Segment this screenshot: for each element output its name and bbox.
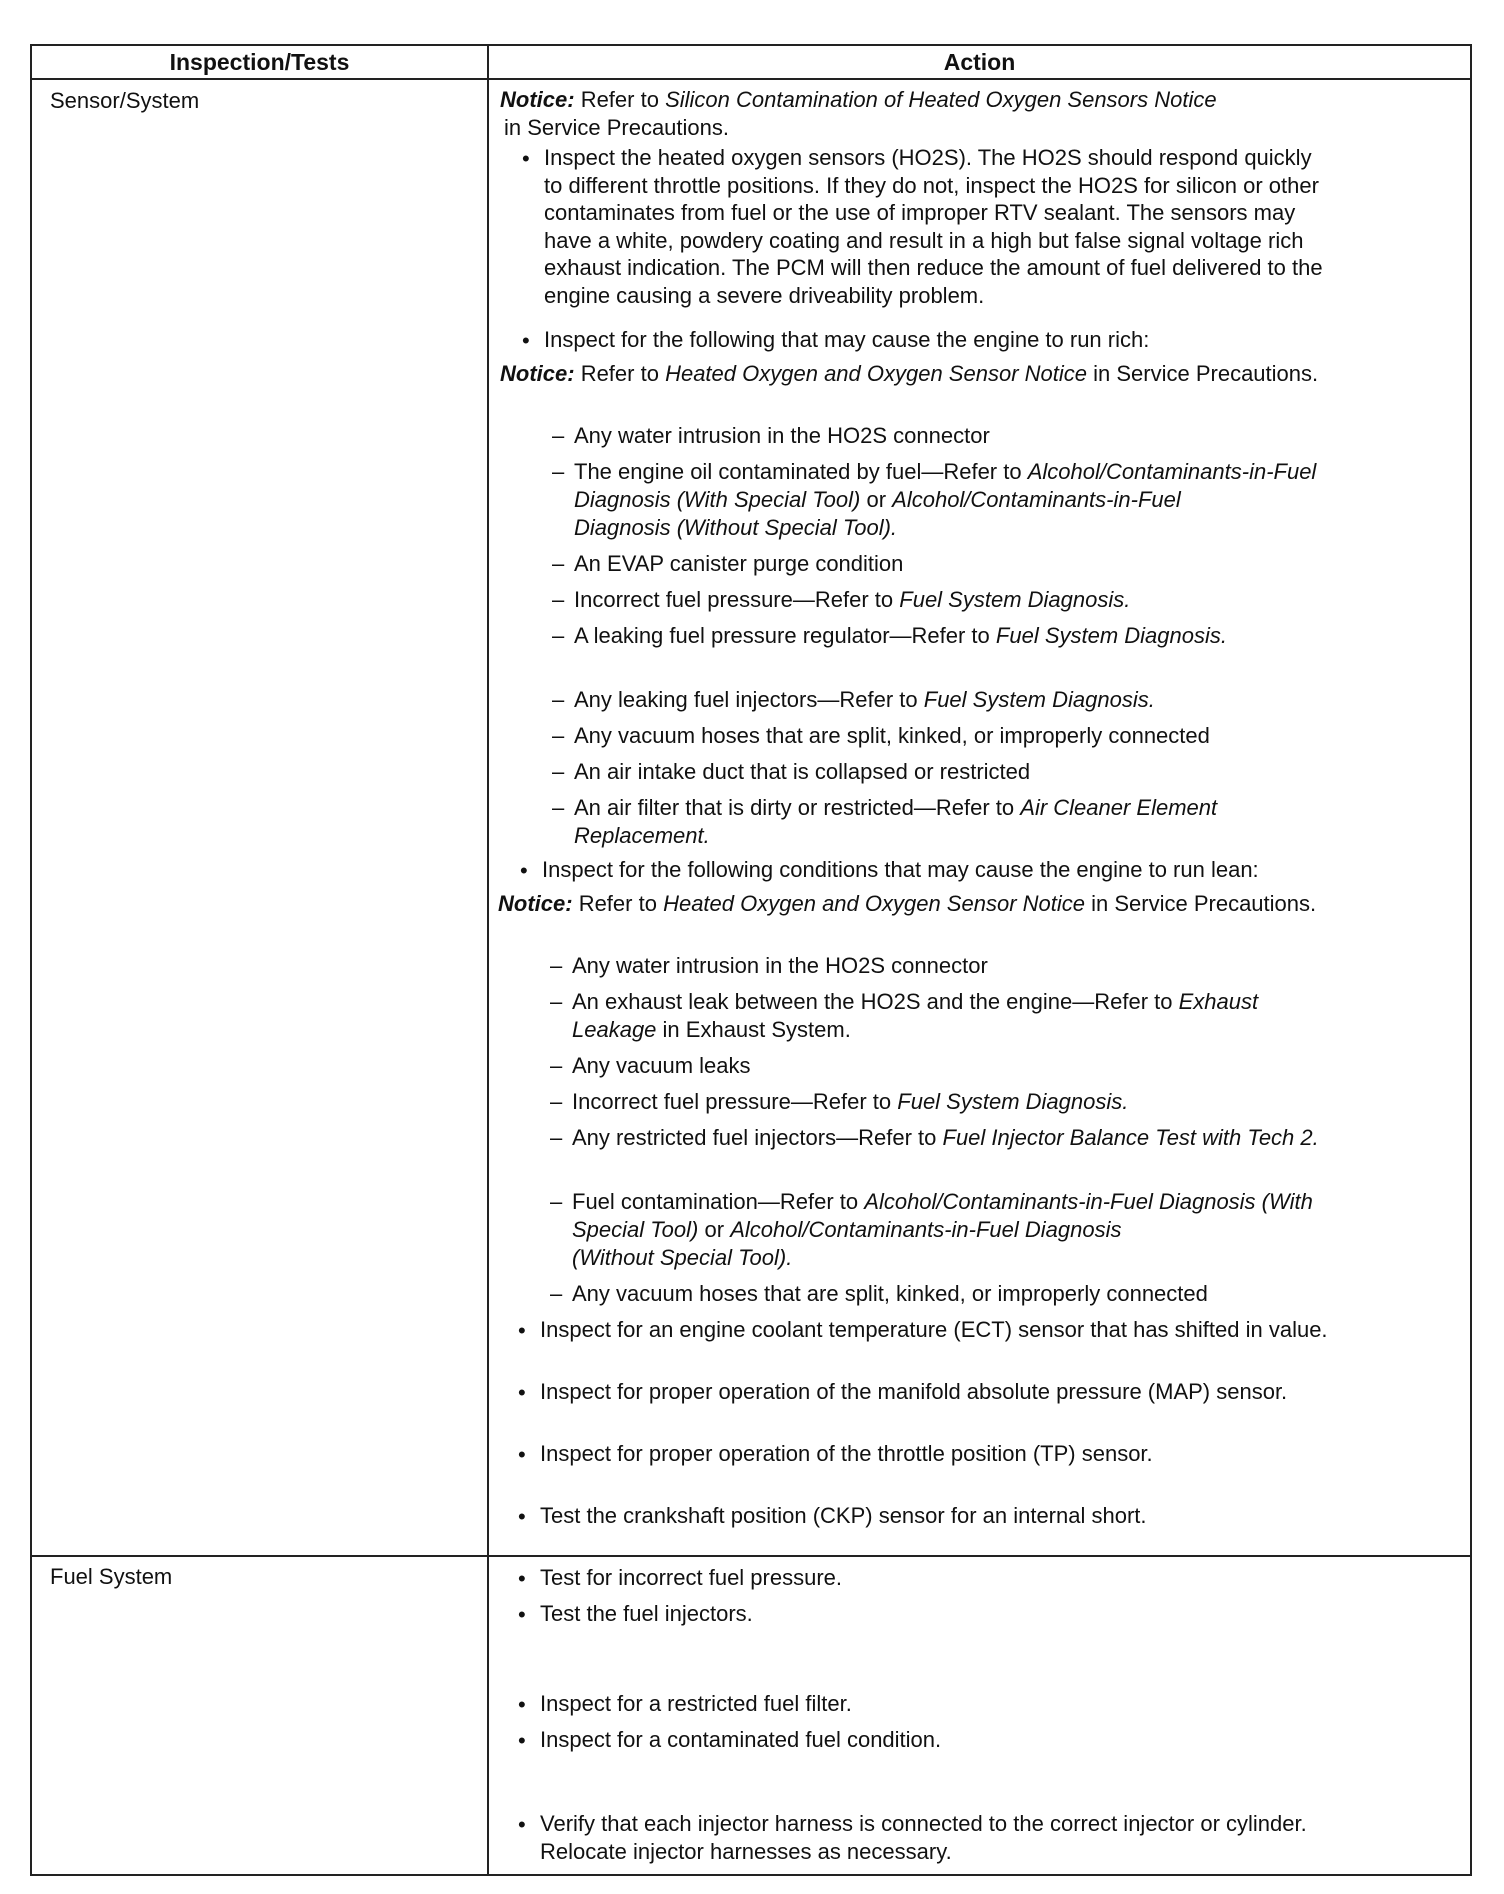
sensor-bullet-ect: Inspect for an engine coolant temperature (ECT) sensor that has shifted in value. [540, 1317, 1328, 1342]
dash-icon: – [552, 423, 565, 448]
notice-text: Refer to [578, 891, 657, 916]
header-action: Action [943, 49, 1016, 75]
rich-item-regulator [574, 622, 1227, 650]
lean-item-fuel-contamination [572, 1188, 1313, 1216]
item-reference: Alcohol/Contaminants-in-Fuel [892, 487, 1181, 512]
text-line: to different throttle positions. If they do not, inspect the HO2S for silicon or other [544, 172, 1319, 198]
dash-icon: – [550, 1189, 563, 1214]
item-reference: Fuel System Diagnosis. [923, 687, 1155, 712]
item-reference: Fuel System Diagnosis. [899, 587, 1131, 612]
item-text: or [866, 487, 887, 512]
fuel-bullet-harness: Verify that each injector harness is connected to the correct injector or cylinder. [540, 1811, 1307, 1836]
item-text: Any leaking fuel injectors—Refer to [574, 687, 918, 712]
lean-intro: Inspect for the following conditions that may cause the engine to run lean: [542, 857, 1259, 882]
rich-item-fuel-pressure [574, 586, 1130, 614]
lean-item-fuel-contamination-line2 [572, 1216, 1121, 1244]
item-text: An air filter that is dirty or restricted—Refer to [574, 795, 1015, 820]
bullet-icon: • [518, 1812, 526, 1837]
lean-item-exhaust [572, 988, 1258, 1016]
dash-icon: – [550, 989, 563, 1014]
dash-icon: – [550, 1125, 563, 1150]
item-reference: Exhaust [1178, 989, 1259, 1014]
section-label-fuel-system: Fuel System [50, 1564, 173, 1589]
rich-item-vacuum-hoses: Any vacuum hoses that are split, kinked, or improperly connected [574, 723, 1210, 748]
row-divider [32, 1555, 1470, 1557]
item-reference: Alcohol/Contaminants-in-Fuel Diagnosis (With [864, 1189, 1313, 1214]
column-divider [487, 46, 489, 1874]
dash-icon: – [552, 623, 565, 648]
rich-item-water: Any water intrusion in the HO2S connector [574, 423, 990, 448]
item-text: The engine oil contaminated by fuel—Refer to [574, 459, 1022, 484]
fuel-bullet-filter: Inspect for a restricted fuel filter. [540, 1691, 852, 1716]
item-text: Incorrect fuel pressure—Refer to [572, 1089, 892, 1114]
notice-text: in Service Precautions. [1093, 361, 1319, 386]
notice-text: in Service Precautions. [1091, 891, 1317, 916]
lean-item-injectors [572, 1124, 1319, 1152]
item-text: Fuel contamination—Refer to [572, 1189, 859, 1214]
item-text: in Exhaust System. [662, 1017, 851, 1042]
item-text: A leaking fuel pressure regulator—Refer to [574, 623, 990, 648]
bullet-icon: • [520, 858, 528, 883]
bullet-icon: • [518, 1442, 526, 1467]
bullet-icon: • [518, 1692, 526, 1717]
item-reference: Air Cleaner Element [1020, 795, 1218, 820]
rich-item-injectors [574, 686, 1155, 714]
dash-icon: – [550, 1053, 563, 1078]
bullet-icon: • [522, 146, 530, 171]
sensor-bullet-tp: Inspect for proper operation of the throttle position (TP) sensor. [540, 1441, 1153, 1466]
fuel-bullet-pressure: Test for incorrect fuel pressure. [540, 1565, 843, 1590]
sensor-bullet-map: Inspect for proper operation of the manifold absolute pressure (MAP) sensor. [540, 1379, 1288, 1404]
item-reference: Fuel Injector Balance Test with Tech 2. [942, 1125, 1319, 1150]
dash-icon: – [552, 723, 565, 748]
notice-label: Notice: [500, 87, 575, 112]
notice-line [500, 86, 1217, 114]
dash-icon: – [552, 459, 565, 484]
rich-item-air-filter-line2 [574, 822, 710, 850]
bullet-icon: • [518, 1380, 526, 1405]
notice-label: Notice: [498, 891, 573, 916]
item-text: Incorrect fuel pressure—Refer to [574, 587, 894, 612]
notice-line [500, 360, 1318, 388]
item-text: or [704, 1217, 725, 1242]
bullet-icon: • [522, 328, 530, 353]
bullet-icon: • [518, 1728, 526, 1753]
bullet-icon: • [518, 1318, 526, 1343]
dash-icon: – [552, 759, 565, 784]
dash-icon: – [552, 587, 565, 612]
rich-item-oil-line2 [574, 486, 1181, 514]
notice-text: Refer to [580, 87, 659, 112]
fuel-bullet-contaminated: Inspect for a contaminated fuel condition. [540, 1727, 942, 1752]
notice-continuation: in Service Precautions. [504, 115, 729, 140]
lean-item-exhaust-line2 [572, 1016, 851, 1044]
dash-icon: – [552, 687, 565, 712]
item-reference: Diagnosis (Without Special Tool). [574, 515, 898, 540]
item-reference: Leakage [572, 1017, 657, 1042]
rich-item-air-filter [574, 794, 1217, 822]
inspection-table [30, 44, 1472, 1876]
sensor-bullet-ckp: Test the crankshaft position (CKP) sensor for an internal short. [540, 1503, 1147, 1528]
notice-text: Refer to [580, 361, 659, 386]
notice-line [498, 890, 1316, 918]
lean-item-fuel-pressure [572, 1088, 1128, 1116]
bullet-icon: • [518, 1504, 526, 1529]
item-text: An exhaust leak between the HO2S and the engine—Refer to [572, 989, 1173, 1014]
item-reference: Special Tool) [572, 1217, 699, 1242]
fuel-bullet-harness-line2: Relocate injector harnesses as necessary. [540, 1839, 952, 1864]
lean-item-water: Any water intrusion in the HO2S connector [572, 953, 988, 978]
section-label-sensor-system: Sensor/System [50, 88, 200, 113]
bullet-icon: • [518, 1602, 526, 1627]
text-line: have a white, powdery coating and result in a high but false signal voltage rich [544, 227, 1304, 253]
item-reference: Fuel System Diagnosis. [995, 623, 1227, 648]
rich-intro: Inspect for the following that may cause the engine to run rich: [544, 327, 1150, 352]
rich-item-oil [574, 458, 1316, 486]
lean-item-vacuum-hoses: Any vacuum hoses that are split, kinked, or improperly connected [572, 1281, 1208, 1306]
notice-reference: Silicon Contamination of Heated Oxygen Sensors Notice [665, 87, 1217, 112]
dash-icon: – [550, 1089, 563, 1114]
notice-reference: Heated Oxygen and Oxygen Sensor Notice [665, 361, 1087, 386]
dash-icon: – [552, 795, 565, 820]
bullet-icon: • [518, 1566, 526, 1591]
text-line: engine causing a severe driveability problem. [544, 282, 985, 308]
item-reference: Diagnosis (With Special Tool) [574, 487, 861, 512]
rich-item-oil-line3 [574, 514, 897, 542]
dash-icon: – [552, 551, 565, 576]
dash-icon: – [550, 953, 563, 978]
dash-icon: – [550, 1281, 563, 1306]
text-line: contaminates from fuel or the use of improper RTV sealant. The sensors may [544, 200, 1296, 225]
item-reference: Replacement. [574, 823, 710, 848]
rich-item-evap: An EVAP canister purge condition [574, 551, 904, 576]
text-line: Inspect the heated oxygen sensors (HO2S). The HO2S should respond quickly [544, 145, 1312, 170]
notice-label: Notice: [500, 361, 575, 386]
ho2s-bullet-text [544, 144, 1323, 309]
lean-item-fuel-contamination-line3 [572, 1244, 792, 1272]
lean-item-vacuum-leaks: Any vacuum leaks [572, 1053, 751, 1078]
header-inspection-tests: Inspection/Tests [169, 49, 350, 75]
fuel-bullet-injectors: Test the fuel injectors. [540, 1601, 753, 1626]
rich-item-air-duct: An air intake duct that is collapsed or restricted [574, 759, 1031, 784]
item-reference: Fuel System Diagnosis. [897, 1089, 1129, 1114]
notice-reference: Heated Oxygen and Oxygen Sensor Notice [663, 891, 1085, 916]
item-reference: Alcohol/Contaminants-in-Fuel Diagnosis [730, 1217, 1122, 1242]
table-header [32, 46, 1470, 80]
text-line: exhaust indication. The PCM will then reduce the amount of fuel delivered to the [544, 255, 1323, 280]
item-text: Any restricted fuel injectors—Refer to [572, 1125, 937, 1150]
item-reference: (Without Special Tool). [572, 1245, 793, 1270]
item-reference: Alcohol/Contaminants-in-Fuel [1027, 459, 1317, 484]
